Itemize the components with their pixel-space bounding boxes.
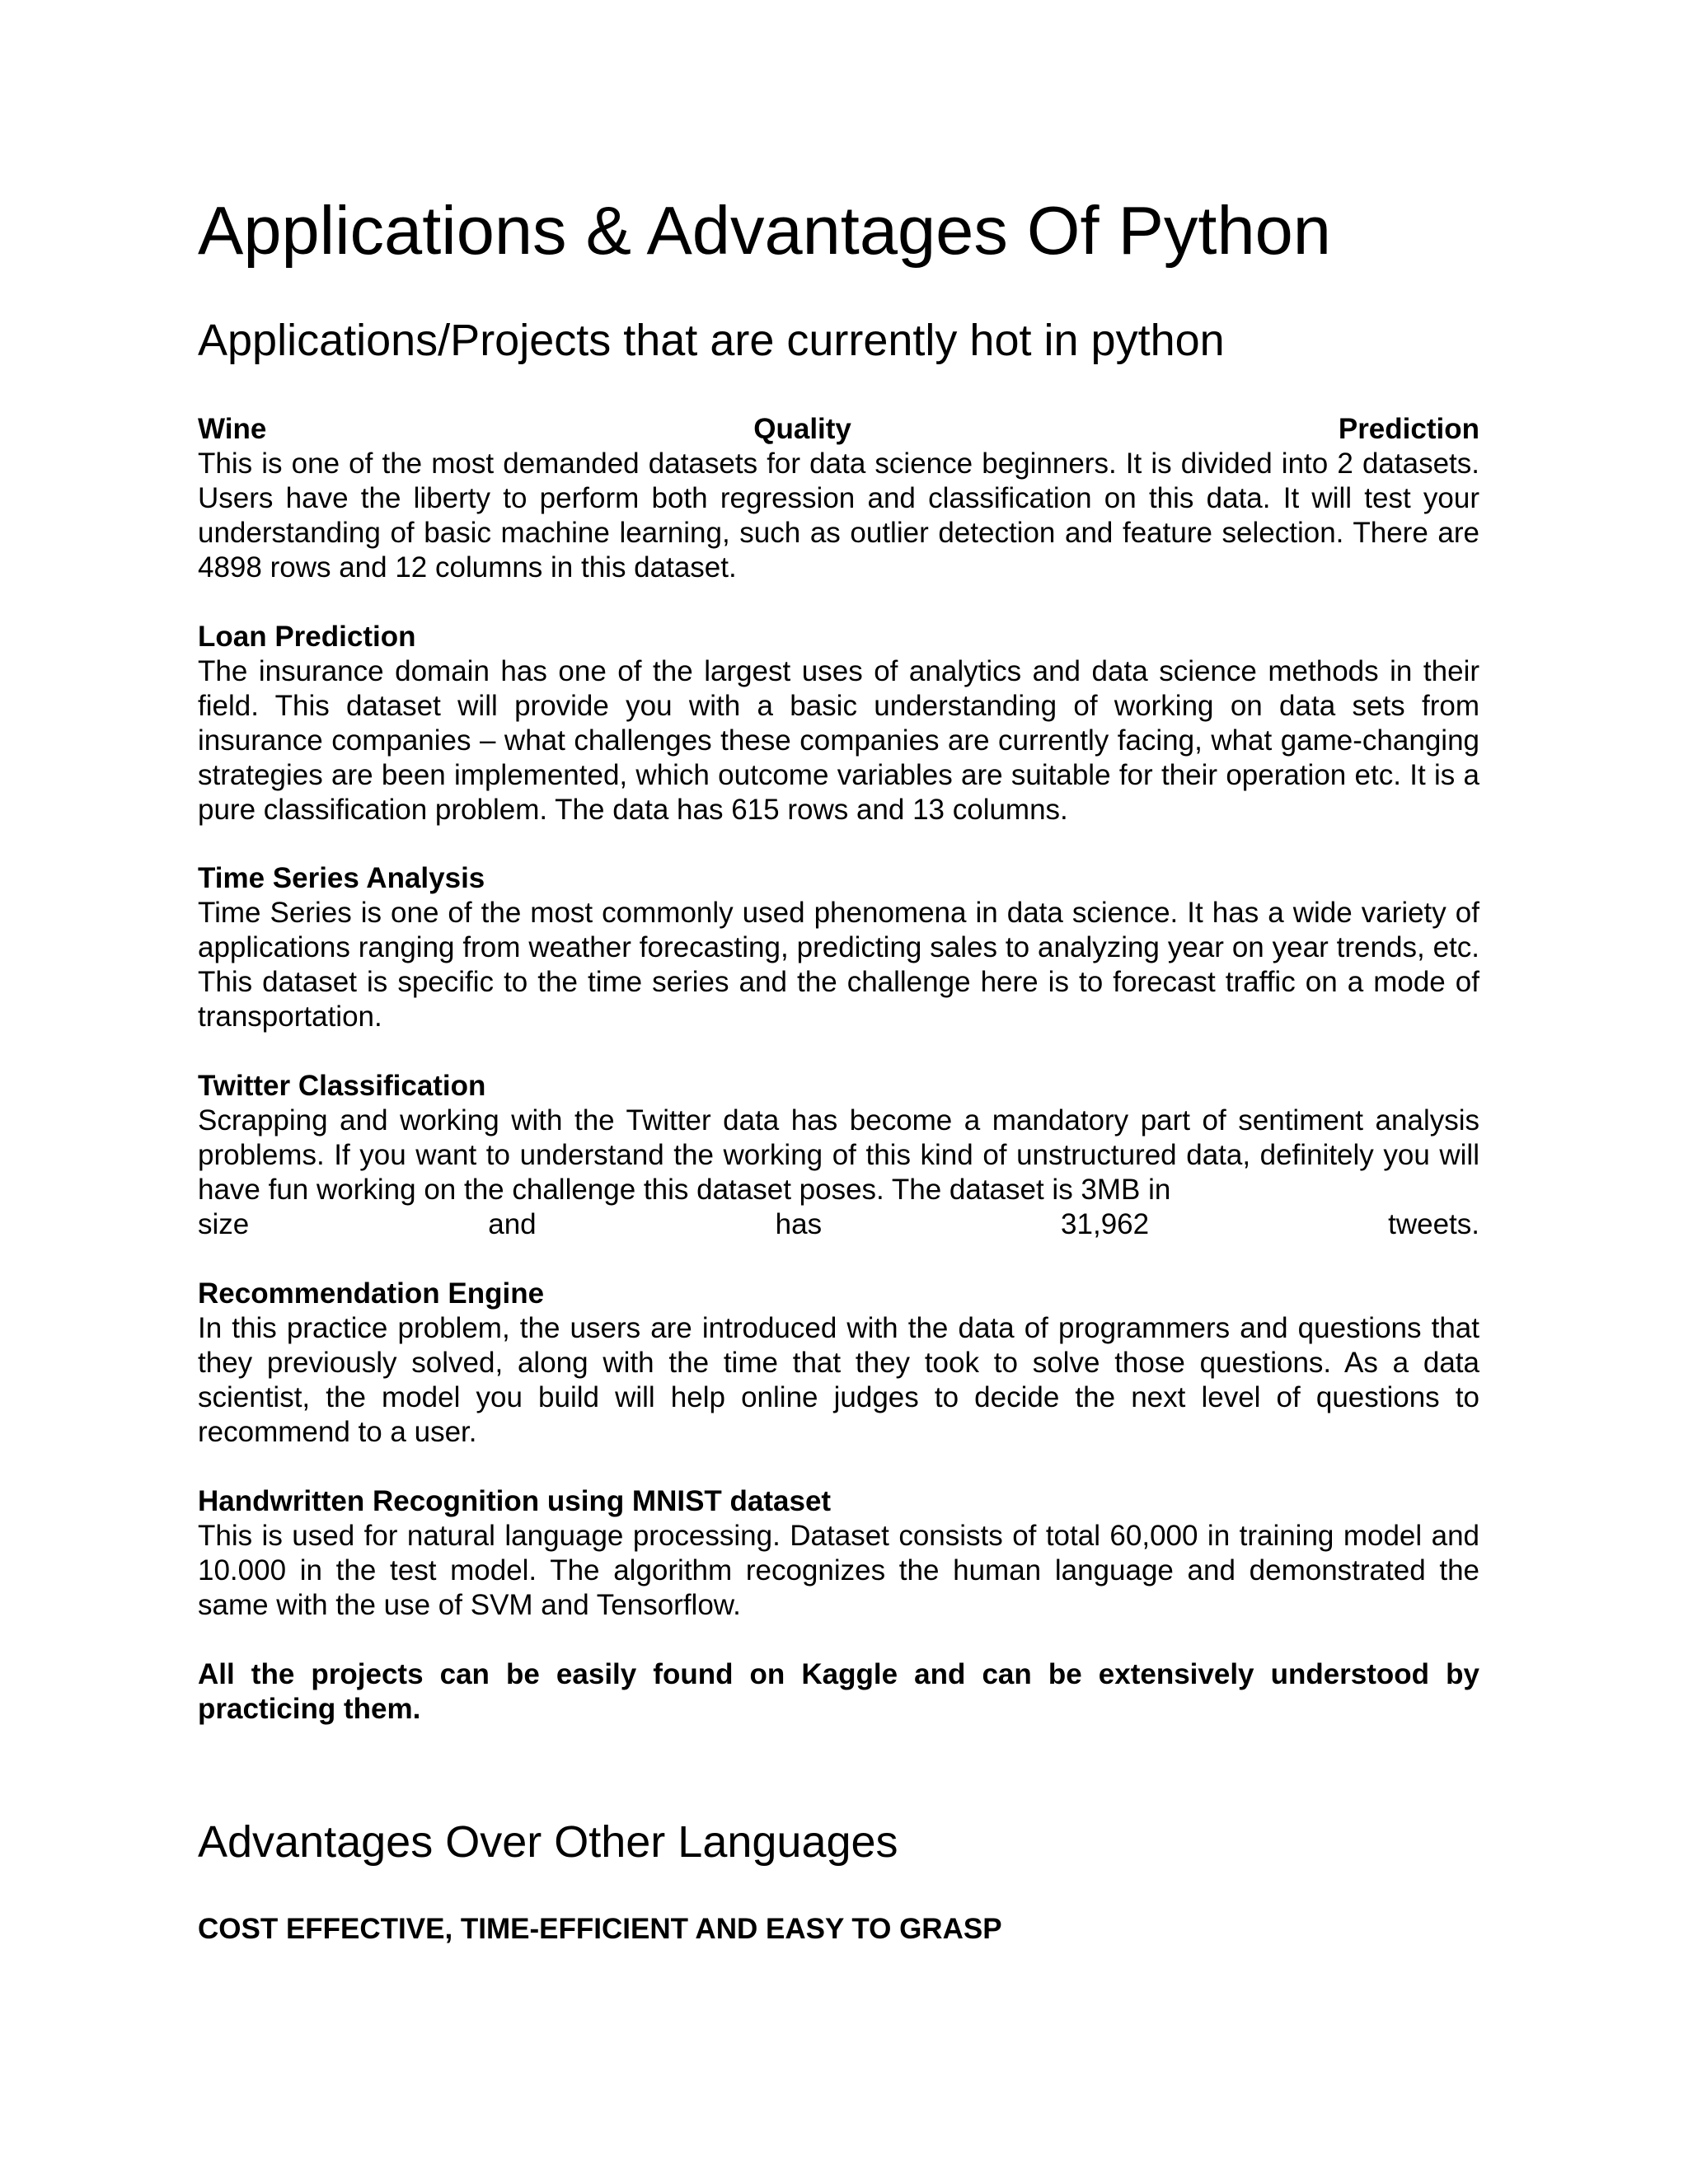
document-subtitle: Applications/Projects that are currently hot in python (198, 316, 1225, 365)
project-heading: Loan Prediction (198, 621, 416, 653)
project-description: This is used for natural language processing. Dataset consists of total 60,000 in training model and 10.000 in the test model. The algorithm recognizes the human language and demonstrated the same with the use of SVM and Tensorflow. (198, 1520, 1479, 1621)
project-description: Time Series is one of the most commonly used phenomena in data science. It has a wide variety of applications ranging from weather forecasting, predicting sales to analyzing year on year trends, etc. This dataset is specific to the time series and the challenge here is to forecast traffic on a mode of transportation. (198, 897, 1479, 1033)
project-description: In this practice problem, the users are introduced with the data of programmers and questions that they previously solved, along with the time that they took to solve those questions. As a data scientist, the model you build will help online judges to decide the next level of questions to recommend to a user. (198, 1312, 1479, 1448)
section-subheading: COST EFFECTIVE, TIME-EFFICIENT AND EASY TO GRASP (198, 1913, 1002, 1945)
heading-word: Prediction (1338, 413, 1479, 445)
closing-note-text: All the projects can be easily found on Kaggle and can be extensively understood by practicing them. (198, 1658, 1479, 1725)
project-time-series (198, 861, 1479, 1034)
project-heading: Recommendation Engine (198, 1277, 545, 1310)
heading-word: Quality (753, 413, 851, 445)
closing-note (198, 1657, 1479, 1727)
project-twitter-classification (198, 1069, 1479, 1242)
project-heading: Twitter Classification (198, 1070, 486, 1102)
section-title-advantages: Advantages Over Other Languages (198, 1817, 898, 1867)
project-heading: Handwritten Recognition using MNIST dataset (198, 1485, 832, 1517)
project-description: Scrapping and working with the Twitter data has become a mandatory part of sentiment analysis problems. If you want to understand the working of this kind of unstructured data, definitely you will have fun working on the challenge this dataset poses. The dataset is 3MB in (198, 1104, 1479, 1206)
heading-word: Wine (198, 413, 267, 445)
project-wine-quality (198, 412, 1479, 585)
project-loan-prediction (198, 620, 1479, 827)
project-handwritten-recognition (198, 1484, 1479, 1623)
project-heading: Time Series Analysis (198, 862, 485, 894)
project-description-last-line: size and has 31,962 tweets. (198, 1208, 1479, 1240)
project-recommendation-engine (198, 1277, 1479, 1450)
project-description: The insurance domain has one of the largest uses of analytics and data science methods in their field. This dataset will provide you with a basic understanding of working on data sets from insurance companies – what challenges these companies are currently facing, what game-changing strategies are been implemented, which outcome variables are suitable for their operation etc. It is a pure classification problem. The data has 615 rows and 13 columns. (198, 655, 1479, 826)
document-title: Applications & Advantages Of Python (198, 192, 1331, 269)
project-heading (198, 412, 1479, 447)
project-description: This is one of the most demanded datasets for data science beginners. It is divided into 2 datasets. Users have the liberty to perform both regression and classification on this data. It will test your understanding of basic machine learning, such as outlier detection and feature selection. There are 4898 rows and 12 columns in this dataset. (198, 448, 1479, 583)
